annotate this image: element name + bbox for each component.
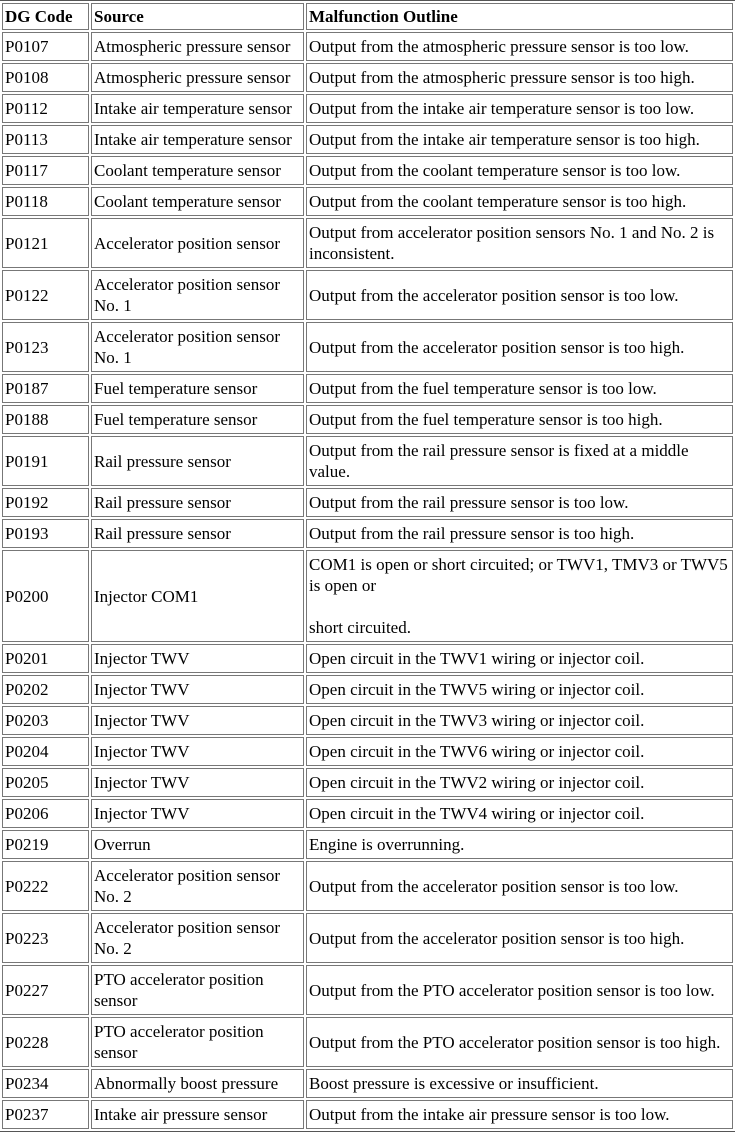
dg-code-cell: P0201	[2, 644, 89, 673]
source-cell: Rail pressure sensor	[91, 519, 304, 548]
dg-code-cell: P0188	[2, 405, 89, 434]
dg-code-cell: P0193	[2, 519, 89, 548]
table-row	[2, 550, 733, 642]
dg-code-cell: P0121	[2, 218, 89, 268]
malfunction-outline-cell: Output from the rail pressure sensor is too high.	[306, 519, 733, 548]
dg-code-cell: P0192	[2, 488, 89, 517]
table-row	[2, 913, 733, 963]
table-row	[2, 405, 733, 434]
dg-code-cell: P0228	[2, 1017, 89, 1067]
dg-code-cell: P0112	[2, 94, 89, 123]
header-row	[2, 3, 733, 30]
dg-code-cell: P0123	[2, 322, 89, 372]
malfunction-outline-cell: Open circuit in the TWV2 wiring or injector coil.	[306, 768, 733, 797]
source-cell: Overrun	[91, 830, 304, 859]
source-cell: PTO accelerator position sensor	[91, 965, 304, 1015]
dg-code-cell: P0202	[2, 675, 89, 704]
source-cell: Accelerator position sensor No. 1	[91, 270, 304, 320]
table-row	[2, 1017, 733, 1067]
dg-code-cell: P0219	[2, 830, 89, 859]
dg-code-cell: P0204	[2, 737, 89, 766]
malfunction-outline-cell: Output from the atmospheric pressure sensor is too high.	[306, 63, 733, 92]
source-cell: Injector TWV	[91, 706, 304, 735]
source-cell: Injector TWV	[91, 737, 304, 766]
table-row	[2, 737, 733, 766]
malfunction-outline-cell: Output from accelerator position sensors No. 1 and No. 2 is inconsistent.	[306, 218, 733, 268]
dg-code-cell: P0117	[2, 156, 89, 185]
malfunction-outline-cell: Output from the accelerator position sensor is too low.	[306, 270, 733, 320]
malfunction-outline-cell: Output from the intake air temperature sensor is too low.	[306, 94, 733, 123]
dg-code-cell: P0108	[2, 63, 89, 92]
malfunction-outline-cell: Open circuit in the TWV1 wiring or injector coil.	[306, 644, 733, 673]
source-cell: Fuel temperature sensor	[91, 405, 304, 434]
dg-code-cell: P0205	[2, 768, 89, 797]
dg-code-cell: P0113	[2, 125, 89, 154]
source-cell: Accelerator position sensor No. 2	[91, 913, 304, 963]
header-dg-code: DG Code	[2, 3, 89, 30]
dg-code-cell: P0187	[2, 374, 89, 403]
source-cell: Injector TWV	[91, 675, 304, 704]
table-body	[2, 32, 733, 1129]
table-row	[2, 125, 733, 154]
table-row	[2, 830, 733, 859]
table-row	[2, 1069, 733, 1098]
malfunction-outline-cell: Output from the PTO accelerator position sensor is too high.	[306, 1017, 733, 1067]
table-row	[2, 644, 733, 673]
table-row	[2, 322, 733, 372]
dg-code-cell: P0227	[2, 965, 89, 1015]
table-row	[2, 861, 733, 911]
malfunction-outline-cell: Output from the fuel temperature sensor is too low.	[306, 374, 733, 403]
malfunction-outline-cell: Open circuit in the TWV3 wiring or injector coil.	[306, 706, 733, 735]
dg-code-cell: P0191	[2, 436, 89, 486]
dg-code-cell: P0234	[2, 1069, 89, 1098]
table-row	[2, 706, 733, 735]
source-cell: Coolant temperature sensor	[91, 187, 304, 216]
table-row	[2, 1100, 733, 1129]
dg-code-cell: P0237	[2, 1100, 89, 1129]
table-row	[2, 436, 733, 486]
dg-code-cell: P0118	[2, 187, 89, 216]
source-cell: Coolant temperature sensor	[91, 156, 304, 185]
source-cell: Injector TWV	[91, 799, 304, 828]
source-cell: Abnormally boost pressure	[91, 1069, 304, 1098]
malfunction-outline-cell: Output from the coolant temperature sensor is too high.	[306, 187, 733, 216]
table-row	[2, 675, 733, 704]
source-cell: Atmospheric pressure sensor	[91, 63, 304, 92]
source-cell: Rail pressure sensor	[91, 488, 304, 517]
table-row	[2, 270, 733, 320]
malfunction-outline-cell: Output from the rail pressure sensor is too low.	[306, 488, 733, 517]
malfunction-outline-cell: Output from the accelerator position sensor is too low.	[306, 861, 733, 911]
malfunction-outline-cell: Boost pressure is excessive or insufficient.	[306, 1069, 733, 1098]
malfunction-outline-cell: Output from the fuel temperature sensor is too high.	[306, 405, 733, 434]
malfunction-outline-cell: Output from the atmospheric pressure sensor is too low.	[306, 32, 733, 61]
table-row	[2, 519, 733, 548]
malfunction-outline-cell: Open circuit in the TWV5 wiring or injector coil.	[306, 675, 733, 704]
source-cell: Intake air temperature sensor	[91, 94, 304, 123]
source-cell: Accelerator position sensor No. 2	[91, 861, 304, 911]
table-row	[2, 965, 733, 1015]
table-row	[2, 768, 733, 797]
table-row	[2, 488, 733, 517]
malfunction-outline-cell: Output from the PTO accelerator position sensor is too low.	[306, 965, 733, 1015]
table-row	[2, 187, 733, 216]
table-row	[2, 156, 733, 185]
table-row	[2, 94, 733, 123]
malfunction-outline-cell: Open circuit in the TWV6 wiring or injector coil.	[306, 737, 733, 766]
source-cell: Rail pressure sensor	[91, 436, 304, 486]
dg-code-cell: P0223	[2, 913, 89, 963]
source-cell: Atmospheric pressure sensor	[91, 32, 304, 61]
dg-code-cell: P0222	[2, 861, 89, 911]
malfunction-outline-cell: Output from the accelerator position sensor is too high.	[306, 913, 733, 963]
header-source: Source	[91, 3, 304, 30]
dg-code-cell: P0122	[2, 270, 89, 320]
malfunction-outline-cell: Output from the rail pressure sensor is fixed at a middle value.	[306, 436, 733, 486]
source-cell: Intake air temperature sensor	[91, 125, 304, 154]
table-row	[2, 32, 733, 61]
source-cell: Fuel temperature sensor	[91, 374, 304, 403]
malfunction-outline-cell: Output from the intake air pressure sensor is too low.	[306, 1100, 733, 1129]
source-cell: Accelerator position sensor	[91, 218, 304, 268]
table-row	[2, 799, 733, 828]
table-row	[2, 374, 733, 403]
header-malfunction-outline: Malfunction Outline	[306, 3, 733, 30]
malfunction-outline-cell: Output from the coolant temperature sensor is too low.	[306, 156, 733, 185]
dg-code-cell: P0200	[2, 550, 89, 642]
source-cell: Injector COM1	[91, 550, 304, 642]
dg-code-cell: P0107	[2, 32, 89, 61]
malfunction-outline-cell: Output from the accelerator position sensor is too high.	[306, 322, 733, 372]
malfunction-outline-cell: Engine is overrunning.	[306, 830, 733, 859]
source-cell: Injector TWV	[91, 644, 304, 673]
table-row	[2, 218, 733, 268]
source-cell: Intake air pressure sensor	[91, 1100, 304, 1129]
source-cell: Injector TWV	[91, 768, 304, 797]
source-cell: PTO accelerator position sensor	[91, 1017, 304, 1067]
dg-code-cell: P0203	[2, 706, 89, 735]
table-row	[2, 63, 733, 92]
malfunction-outline-cell: Output from the intake air temperature sensor is too high.	[306, 125, 733, 154]
malfunction-outline-cell: Open circuit in the TWV4 wiring or injector coil.	[306, 799, 733, 828]
malfunction-outline-cell: COM1 is open or short circuited; or TWV1, TMV3 or TWV5 is open or short circuited.	[306, 550, 733, 642]
dg-code-cell: P0206	[2, 799, 89, 828]
source-cell: Accelerator position sensor No. 1	[91, 322, 304, 372]
